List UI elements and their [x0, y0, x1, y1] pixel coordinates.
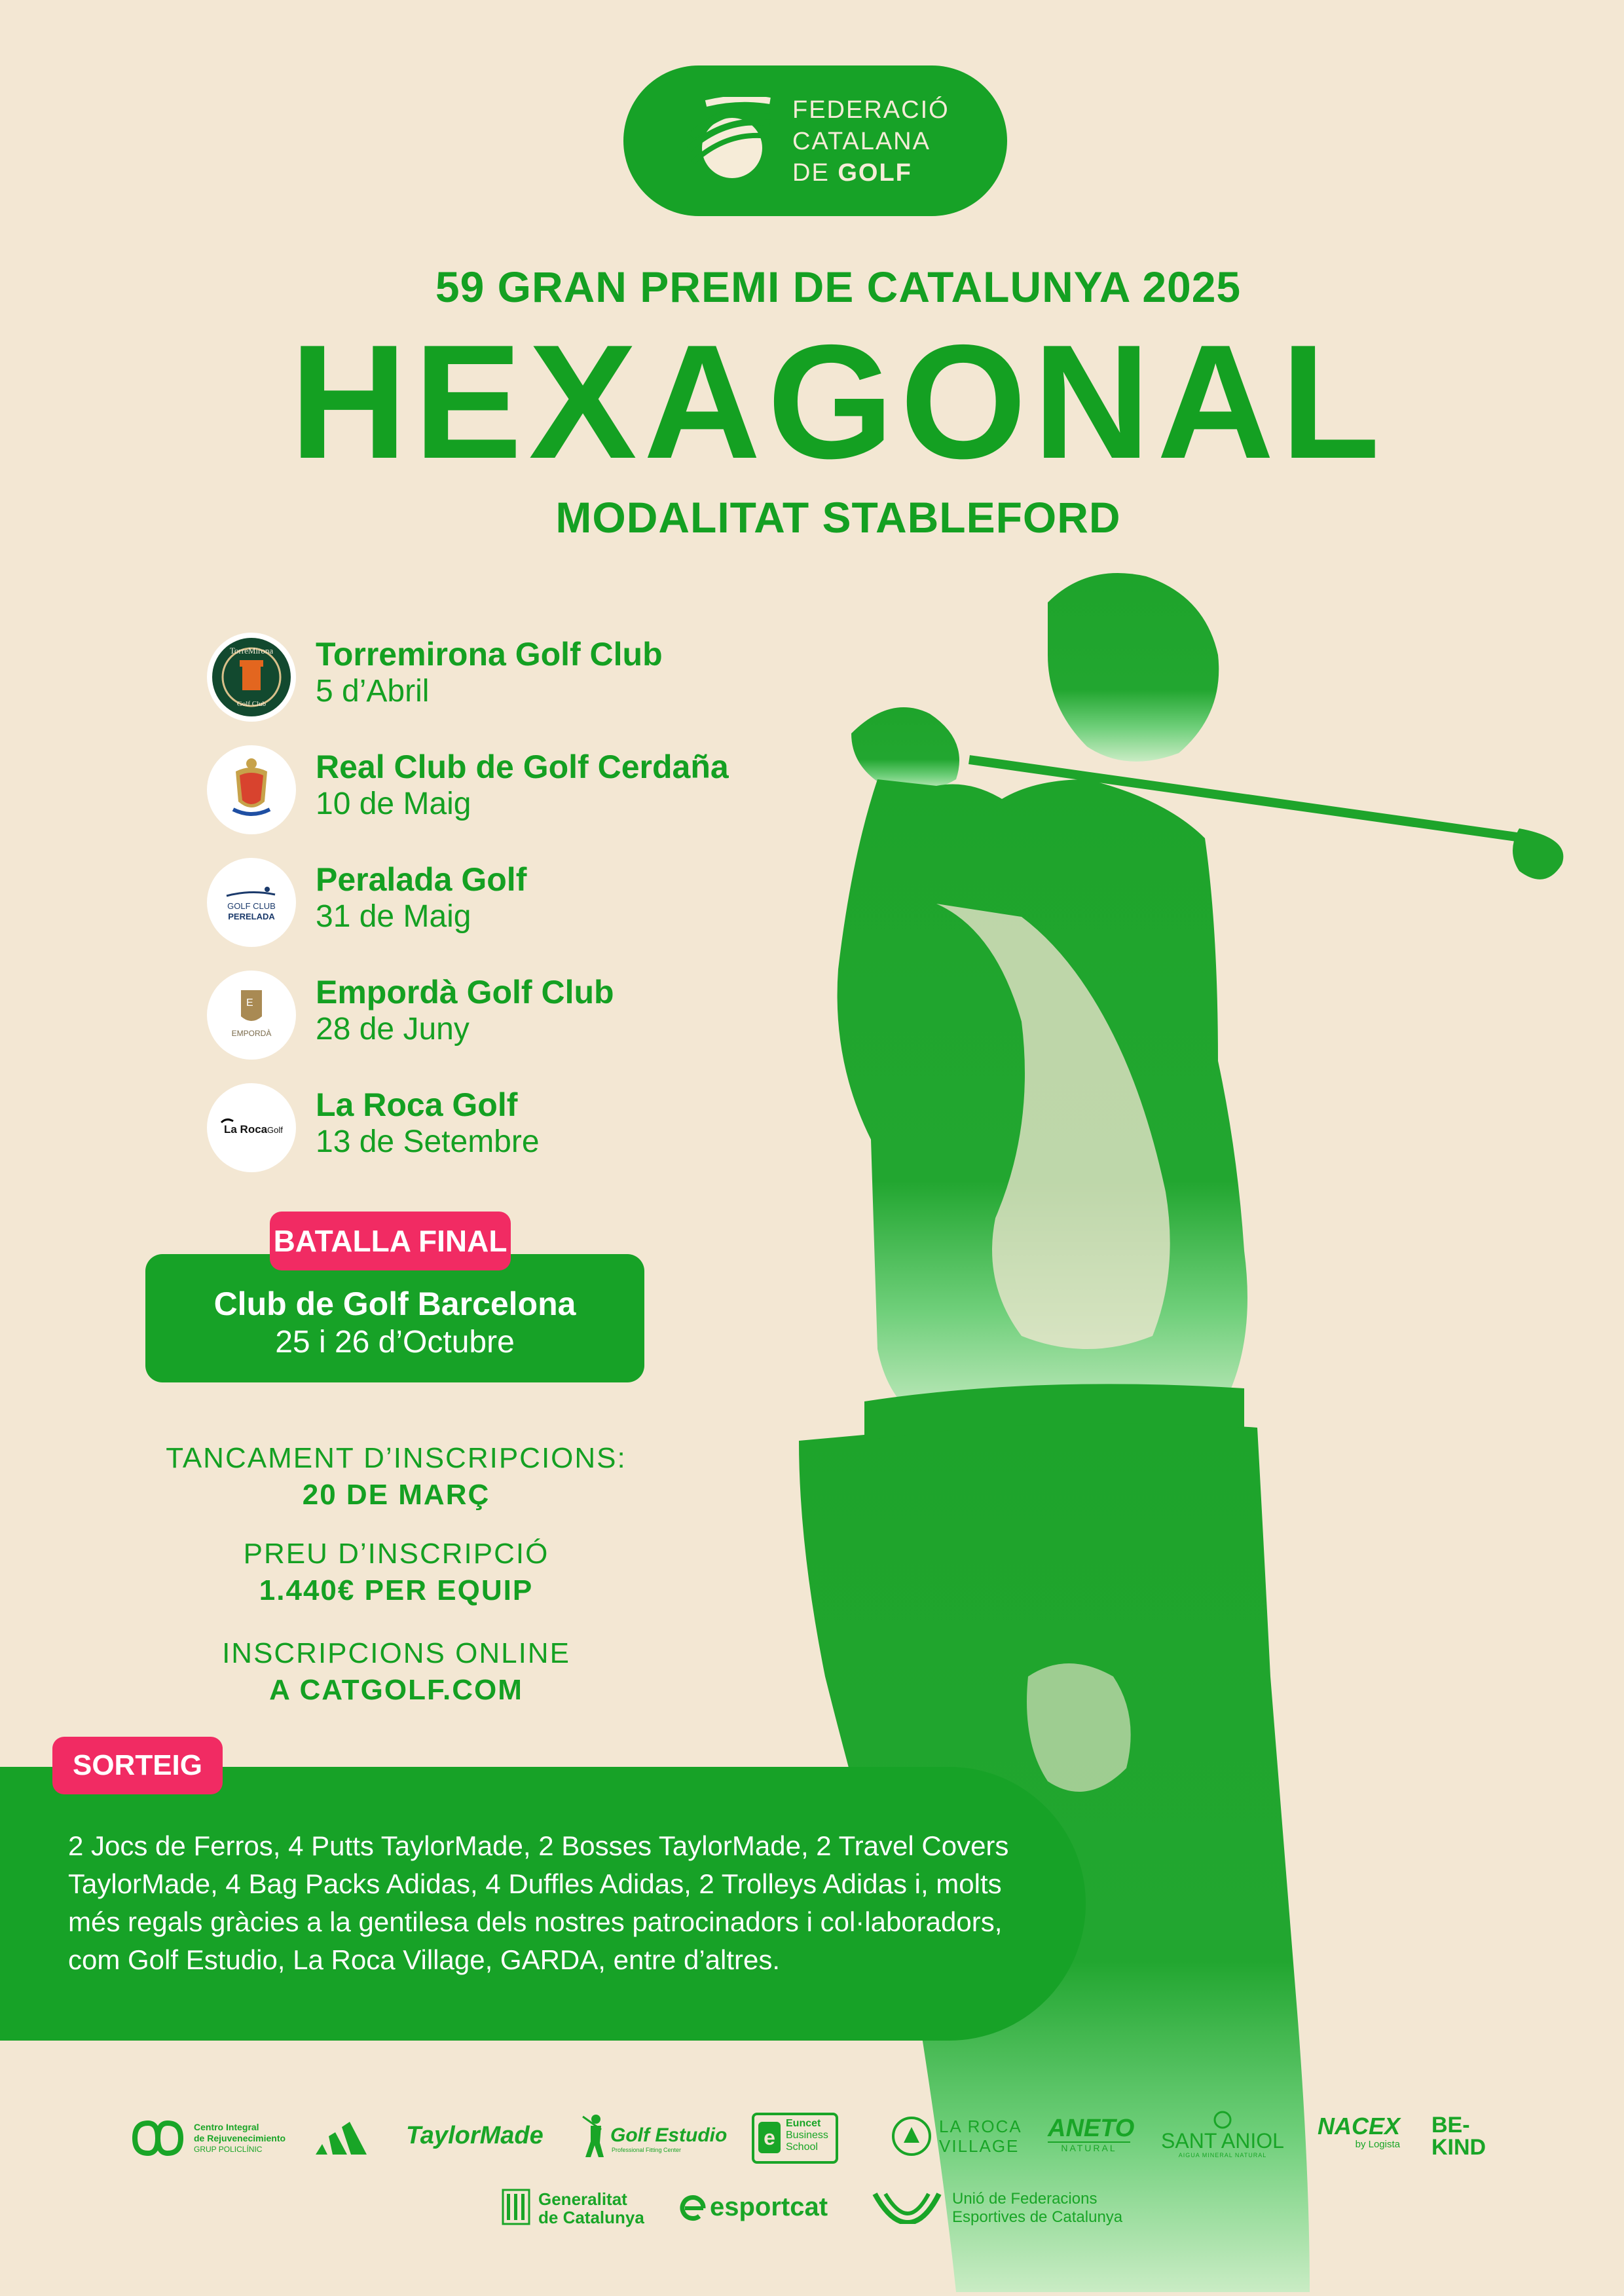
svg-text:PERELADA: PERELADA	[228, 912, 275, 921]
online-label: INSCRIPCIONS ONLINE	[222, 1637, 570, 1669]
sorteig-tag: SORTEIG	[52, 1737, 223, 1794]
venue-item	[207, 1083, 705, 1181]
event-title: HEXAGONAL	[289, 310, 1387, 492]
svg-text:EMPORDÀ: EMPORDÀ	[231, 1029, 272, 1038]
price-label: PREU D’INSCRIPCIÓ	[243, 1538, 549, 1570]
final-venue: Club de Golf Barcelona	[213, 1286, 576, 1322]
village-emblem-icon	[891, 2115, 932, 2157]
venue-name: Empordà Golf Club	[316, 974, 614, 1010]
venue-date: 28 de Juny	[316, 1012, 470, 1046]
price-value: 1.440€ PER EQUIP	[259, 1574, 534, 1606]
svg-text:GOLF CLUB: GOLF CLUB	[227, 901, 276, 911]
venue-item	[207, 971, 705, 1069]
svg-text:TorreMirona: TorreMirona	[229, 646, 274, 656]
venue-name: Peralada Golf	[316, 861, 527, 898]
venue-date: 31 de Maig	[316, 899, 471, 934]
adidas-logo-icon	[313, 2118, 378, 2157]
senyera-icon	[502, 2189, 530, 2225]
sponsor-euncet: e Euncet Business School	[752, 2113, 838, 2164]
svg-text:La Roca: La Roca	[224, 1123, 268, 1136]
sponsor-sant-aniol: SANT ANIOL AIGUA MINERAL NATURAL	[1160, 2110, 1285, 2158]
golf-ball-logo-icon	[686, 97, 771, 182]
venue-name: Torremirona Golf Club	[316, 636, 663, 673]
venue-name: Real Club de Golf Cerdaña	[316, 749, 729, 785]
ufec-arc-icon	[871, 2187, 943, 2224]
torremirona-logo	[207, 633, 296, 722]
infinity-icon	[128, 2115, 187, 2161]
golfer-figure-icon	[581, 2113, 608, 2158]
svg-text:E: E	[246, 997, 253, 1009]
sponsor-aneto: ANETO NATURAL	[1048, 2115, 1135, 2153]
federation-name: FEDERACIÓ CATALANA DE GOLF	[792, 96, 950, 187]
sponsor-be-kind: BE- KIND	[1431, 2113, 1486, 2160]
laroca-golf-logo	[207, 1083, 296, 1172]
event-subtitle: MODALITAT STABLEFORD	[555, 493, 1121, 542]
venue-item	[207, 633, 705, 731]
venue-name: La Roca Golf	[316, 1086, 518, 1123]
cerdana-crest-logo	[207, 745, 296, 834]
final-tag: BATALLA FINAL	[270, 1212, 511, 1270]
svg-text:Golf Club: Golf Club	[236, 700, 267, 708]
svg-text:Golf: Golf	[267, 1125, 283, 1135]
venue-date: 10 de Maig	[316, 787, 471, 821]
sponsor-nacex: NACEX by Logista	[1317, 2113, 1400, 2150]
closing-value: 20 DE MARÇ	[302, 1479, 490, 1511]
final-date: 25 i 26 d’Octubre	[275, 1325, 515, 1360]
online-link[interactable]: A CATGOLF.COM	[269, 1674, 523, 1706]
sorteig-text: 2 Jocs de Ferros, 4 Putts TaylorMade, 2 Bosses TaylorMade, 2 Travel Covers TaylorMade, 4 Bag Packs Adidas, 4 Duffles Adidas, 2 Trolleys Adidas i, molts més regals gràcies a la gentilesa dels nostres patrocinadors i col·laboradors, com Golf Estudio, La Roca Village, GARDA, entre d’altres.	[68, 1830, 1009, 1975]
closing-label: TANCAMENT D’INSCRIPCIONS:	[166, 1442, 627, 1474]
emporda-logo	[207, 971, 296, 1060]
esportcat-e-icon	[678, 2194, 707, 2223]
peralada-logo	[207, 858, 296, 947]
venue-item	[207, 858, 705, 956]
event-supertitle: 59 GRAN PREMI DE CATALUNYA 2025	[435, 263, 1242, 311]
venue-date: 13 de Setembre	[316, 1124, 540, 1159]
venue-date: 5 d’Abril	[316, 674, 430, 709]
sponsor-taylormade: TaylorMade	[406, 2122, 544, 2149]
mountain-seal-icon	[1213, 2110, 1232, 2130]
venue-item	[207, 745, 729, 843]
federation-badge	[623, 65, 1007, 216]
